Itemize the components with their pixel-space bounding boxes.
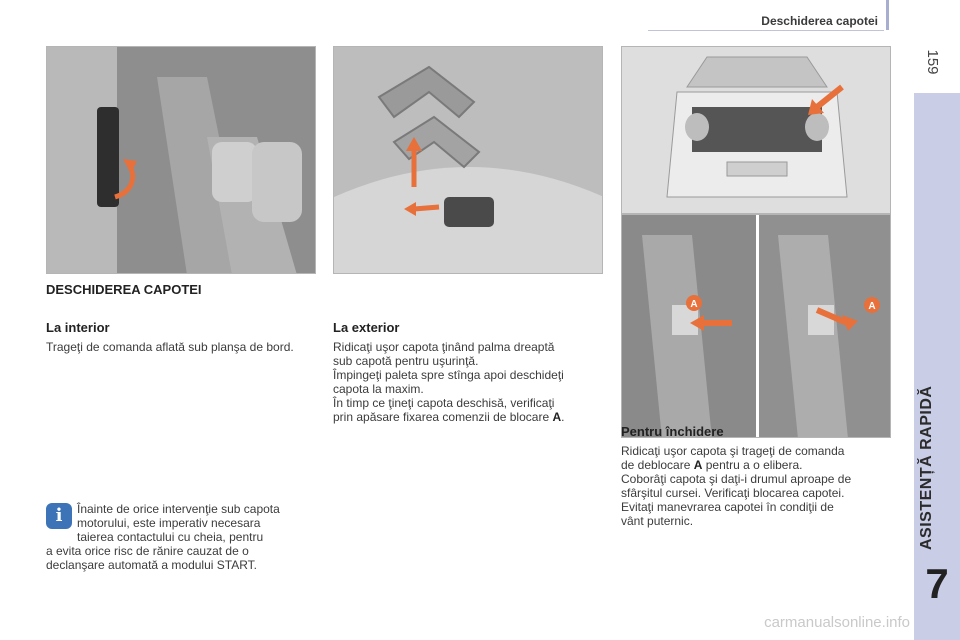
interior-text: Trageţi de comanda aflată sub planşa de bord. xyxy=(46,340,294,354)
exterior-line: Ridicaţi uşor capota ţinând palma dreaptă xyxy=(333,340,555,354)
exterior-line: Împingeţi paleta spre stînga apoi deschideţi xyxy=(333,368,564,382)
section-title: DESCHIDEREA CAPOTEI xyxy=(46,282,202,297)
page-number: 159 xyxy=(924,49,941,75)
closing-line: Coborâţi capota şi daţi-i drumul aproape de xyxy=(621,472,852,486)
photo-vehicle-hood-open xyxy=(621,46,891,214)
interior-heading: La interior xyxy=(46,320,110,335)
chapter-number: 7 xyxy=(925,560,949,607)
exterior-ref-a: A xyxy=(552,410,562,424)
closing-line-ref xyxy=(621,458,891,472)
marker-a-left-label: A xyxy=(690,299,698,310)
exterior-line: prin apăsare fixarea comenzii de blocare xyxy=(333,410,550,424)
info-line: declanşare automată a modului START. xyxy=(46,558,258,572)
push-arrow xyxy=(414,207,439,209)
closing-line: vânt puternic. xyxy=(621,514,694,528)
chapter-side-label: ASISTENȚĂ RAPIDĂ xyxy=(918,385,935,550)
exterior-line-last xyxy=(333,410,613,424)
info-line: motorului, este imperativ necesara xyxy=(77,516,261,530)
watermark: carmanualsonline.info xyxy=(764,614,910,631)
info-note xyxy=(46,502,316,572)
interior-lever-illustration xyxy=(47,47,316,274)
closing-heading: Pentru închidere xyxy=(621,424,724,439)
photo-exterior-latch xyxy=(333,46,603,274)
closing-line: sfârşitul cursei. Verificaţi blocarea capotei. xyxy=(621,486,845,500)
vehicle-front-illustration xyxy=(622,47,891,214)
info-line: Înainte de orice intervenţie sub capota xyxy=(77,502,280,516)
closing-line: Evitaţi manevrarea capotei în condiţii de xyxy=(621,500,834,514)
info-icon: i xyxy=(46,503,72,529)
page-header-title: Deschiderea capotei xyxy=(761,14,878,28)
exterior-line: sub capotă pentru uşurinţă. xyxy=(333,354,479,368)
exterior-latch-illustration xyxy=(334,47,603,274)
exterior-text xyxy=(333,340,613,424)
marker-a-right-label: A xyxy=(868,301,876,312)
closing-text xyxy=(621,444,891,528)
photo-closing-latch-detail xyxy=(621,214,891,438)
photo-interior-release-lever xyxy=(46,46,316,274)
header-accent-bar xyxy=(886,0,889,30)
closing-line: pentru a o elibera. xyxy=(705,458,803,472)
exterior-heading: La exterior xyxy=(333,320,400,335)
info-line: a evita orice risc de rănire cauzat de o xyxy=(46,544,249,558)
release-lever xyxy=(97,107,119,207)
closing-ref-a: A xyxy=(693,458,703,472)
exterior-line: În timp ce ţineţi capota deschisă, verificaţi xyxy=(333,396,555,410)
info-line: taierea contactului cu cheia, pentru xyxy=(77,530,264,544)
closing-line: Ridicaţi uşor capota şi trageţi de comanda xyxy=(621,444,845,458)
header-rule xyxy=(648,30,884,31)
hood-latch xyxy=(444,197,494,227)
exterior-line: capota la maxim. xyxy=(333,382,424,396)
closing-latch-illustration xyxy=(622,215,891,438)
closing-line: de deblocare xyxy=(621,458,691,472)
exterior-end: . xyxy=(561,410,565,424)
